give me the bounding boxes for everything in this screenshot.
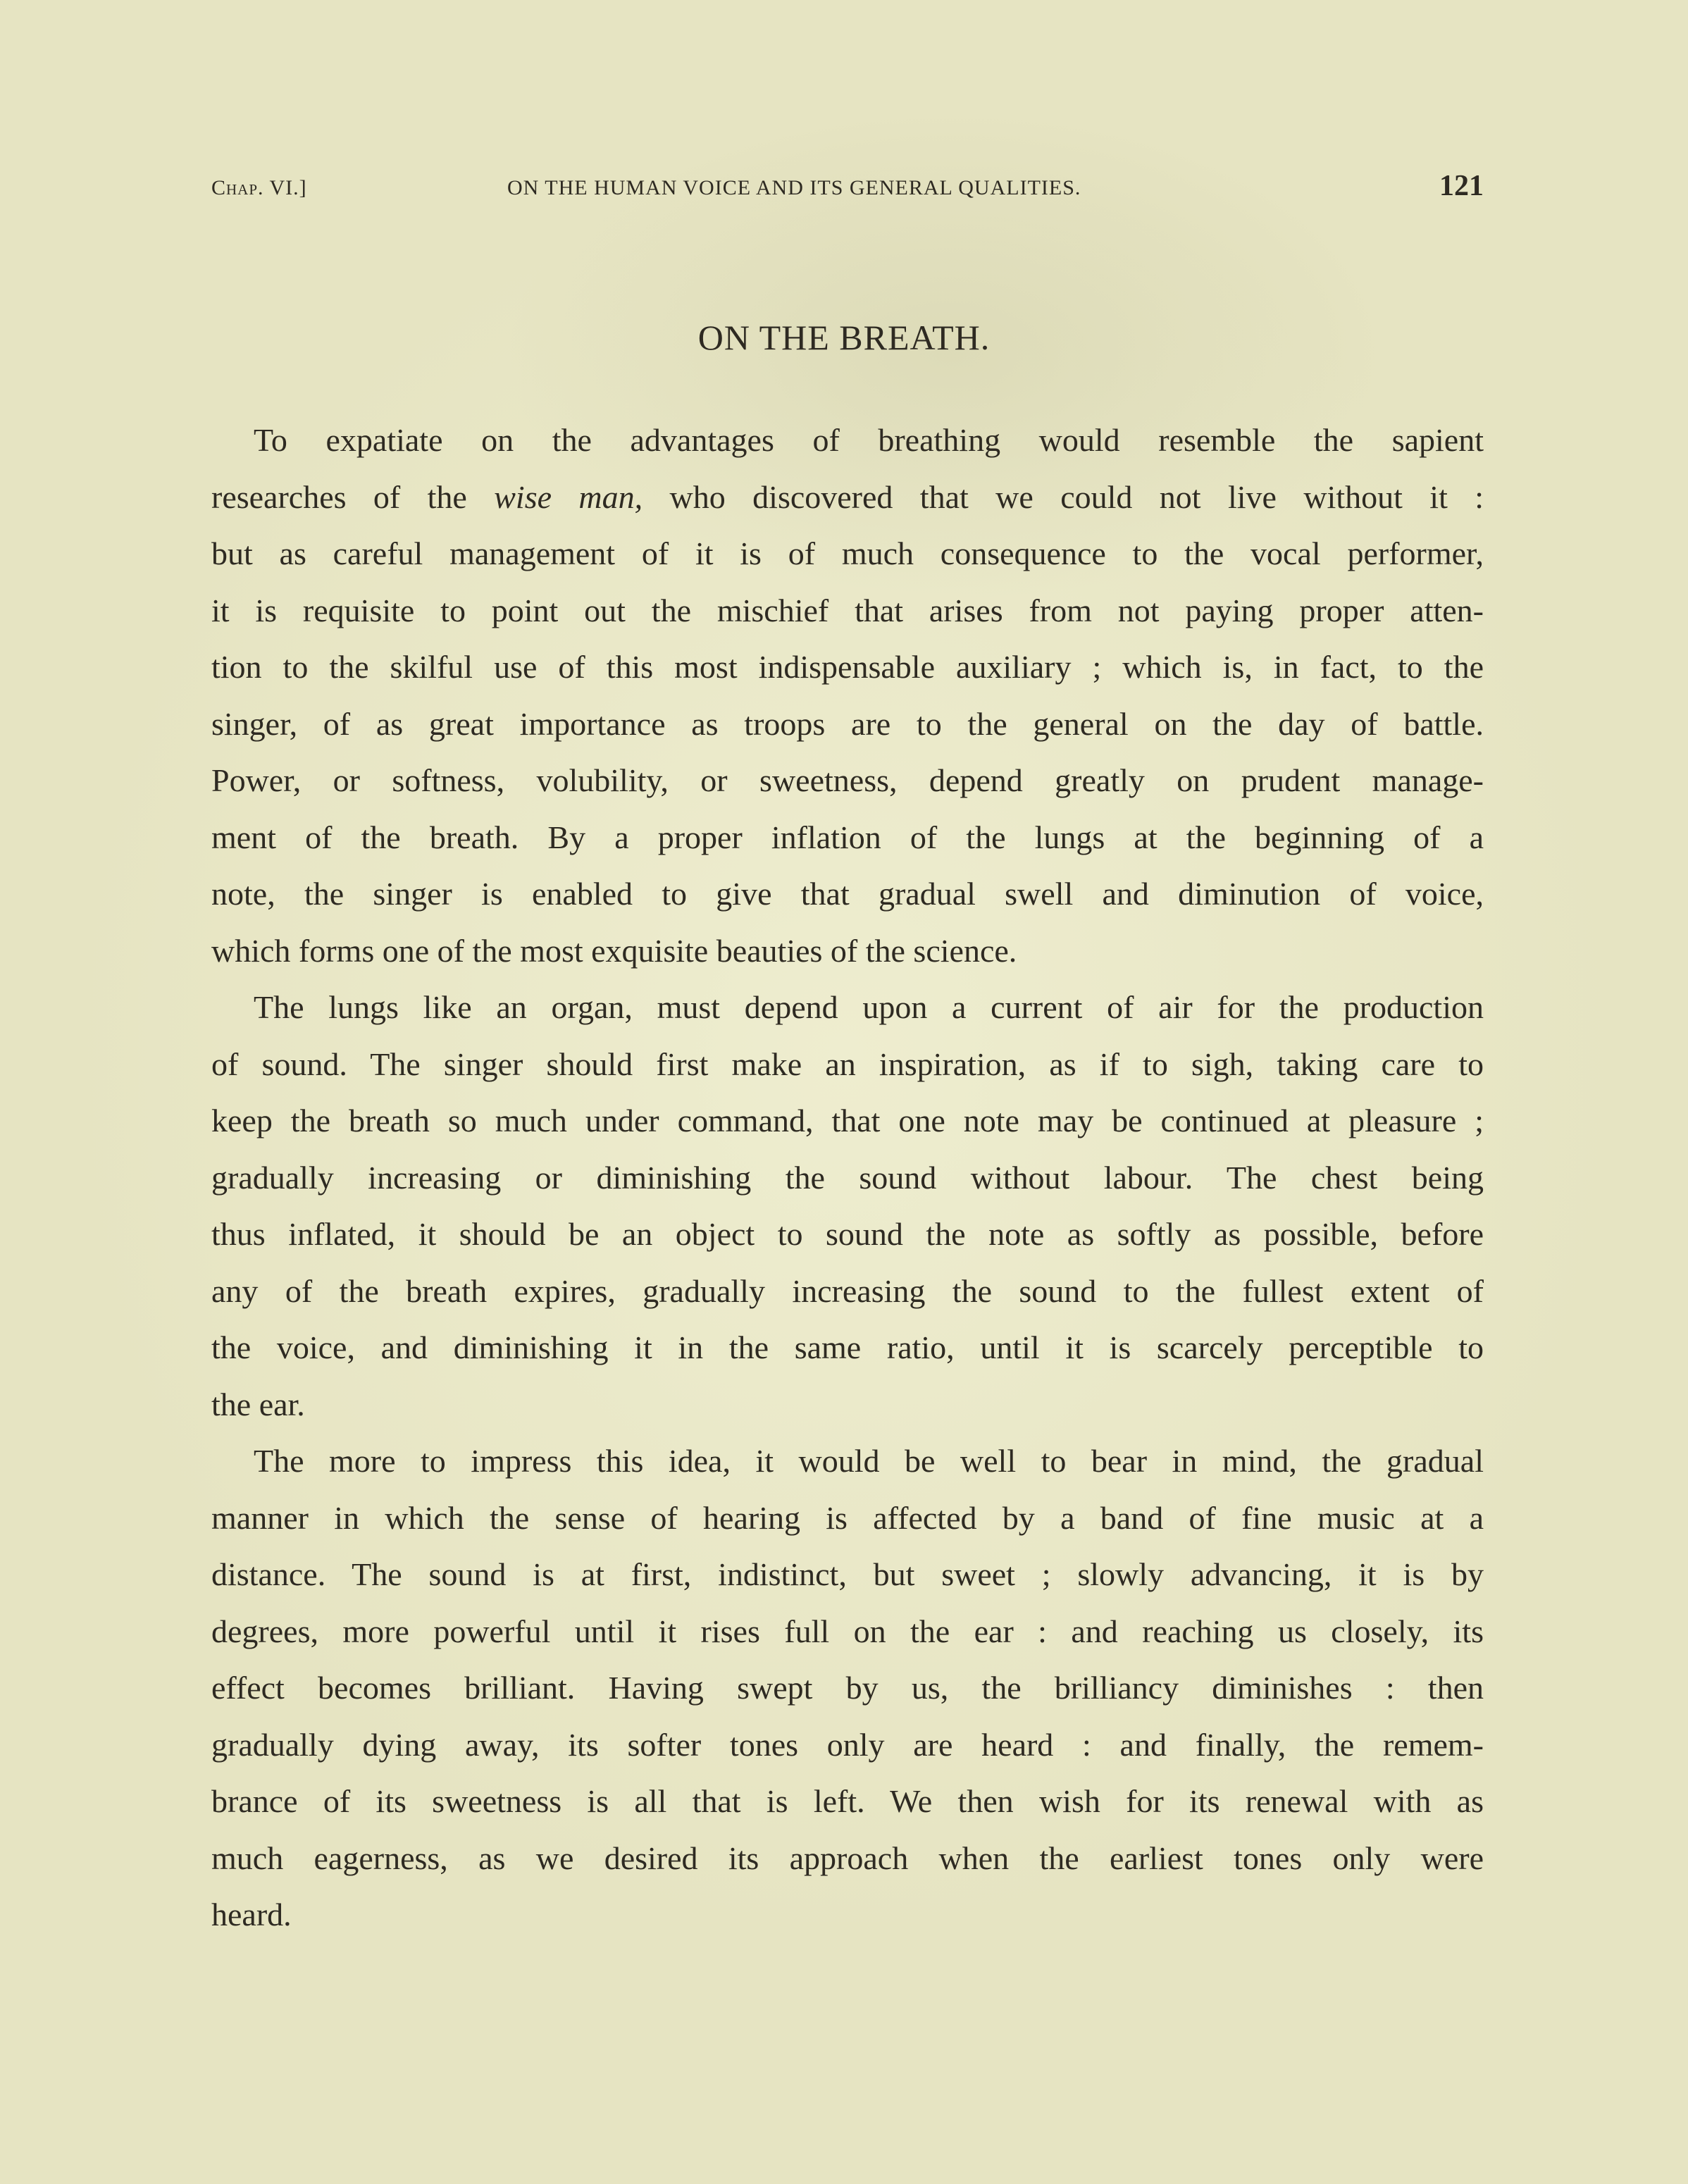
text-line: tion to the skilful use of this most indispensable auxiliary ; which is, in fact, to the <box>211 649 1484 685</box>
body-text <box>211 412 1484 1944</box>
chapter-label: Chap. VI.] <box>211 176 307 199</box>
running-title: ON THE HUMAN VOICE AND ITS GENERAL QUALITIES. <box>507 176 1081 199</box>
text-line: note, the singer is enabled to give that gradual swell and diminution of voice, <box>211 876 1484 912</box>
running-header <box>211 169 1484 211</box>
text-line: heard. <box>211 1897 292 1932</box>
text-line: To expatiate on the advantages of breathing would resemble the sapient <box>254 422 1484 458</box>
italic-phrase: wise man, <box>494 478 643 515</box>
text-line: ment of the breath. By a proper inflation of the lungs at the beginning of a <box>211 819 1484 855</box>
page-number: 121 <box>1439 170 1484 202</box>
text-line: degrees, more powerful until it rises full on the ear : and reaching us closely, its <box>211 1613 1484 1649</box>
text-line: the voice, and diminishing it in the same ratio, until it is scarcely perceptible to <box>211 1329 1484 1365</box>
text-line: the ear. <box>211 1386 305 1422</box>
paragraph-2 <box>211 979 1484 1433</box>
text-line: it is requisite to point out the mischief that arises from not paying proper atten- <box>211 592 1484 628</box>
text-line: manner in which the sense of hearing is affected by a band of fine music at a <box>211 1499 1484 1536</box>
text-line <box>211 469 1484 526</box>
text-line: effect becomes brilliant. Having swept by us, the brilliancy diminishes : then <box>211 1670 1484 1706</box>
text-line: which forms one of the most exquisite beauties of the science. <box>211 932 1017 969</box>
text-span: who discovered that we could not live without it : <box>669 478 1484 515</box>
paragraph-3 <box>211 1433 1484 1944</box>
text-line: much eagerness, as we desired its approach when the earliest tones only were <box>211 1839 1484 1876</box>
text-line: brance of its sweetness is all that is left. We then wish for its renewal with as <box>211 1783 1484 1819</box>
text-line: gradually increasing or diminishing the sound without labour. The chest being <box>211 1159 1484 1196</box>
text-line: singer, of as great importance as troops are to the general on the day of battle. <box>211 705 1484 742</box>
text-line: but as careful management of it is of much consequence to the vocal performer, <box>211 535 1484 571</box>
text-line: The lungs like an organ, must depend upon a current of air for the production <box>254 989 1484 1025</box>
text-line: Power, or softness, volubility, or sweetness, depend greatly on prudent manage- <box>211 762 1484 798</box>
text-span: researches of the <box>211 478 467 515</box>
text-line: distance. The sound is at first, indistinct, but sweet ; slowly advancing, it is by <box>211 1556 1484 1592</box>
text-line: The more to impress this idea, it would be well to bear in mind, the gradual <box>254 1443 1484 1479</box>
text-line: keep the breath so much under command, that one note may be continued at pleasure ; <box>211 1103 1484 1138</box>
section-heading: ON THE BREATH. <box>697 318 991 357</box>
text-line: gradually dying away, its softer tones only are heard : and finally, the remem- <box>211 1726 1484 1763</box>
text-line: of sound. The singer should first make an inspiration, as if to sigh, taking care to <box>211 1046 1484 1082</box>
text-line: thus inflated, it should be an object to sound the note as softly as possible, before <box>211 1216 1484 1252</box>
paragraph-1 <box>211 412 1484 979</box>
text-line: any of the breath expires, gradually increasing the sound to the fullest extent of <box>211 1272 1484 1309</box>
